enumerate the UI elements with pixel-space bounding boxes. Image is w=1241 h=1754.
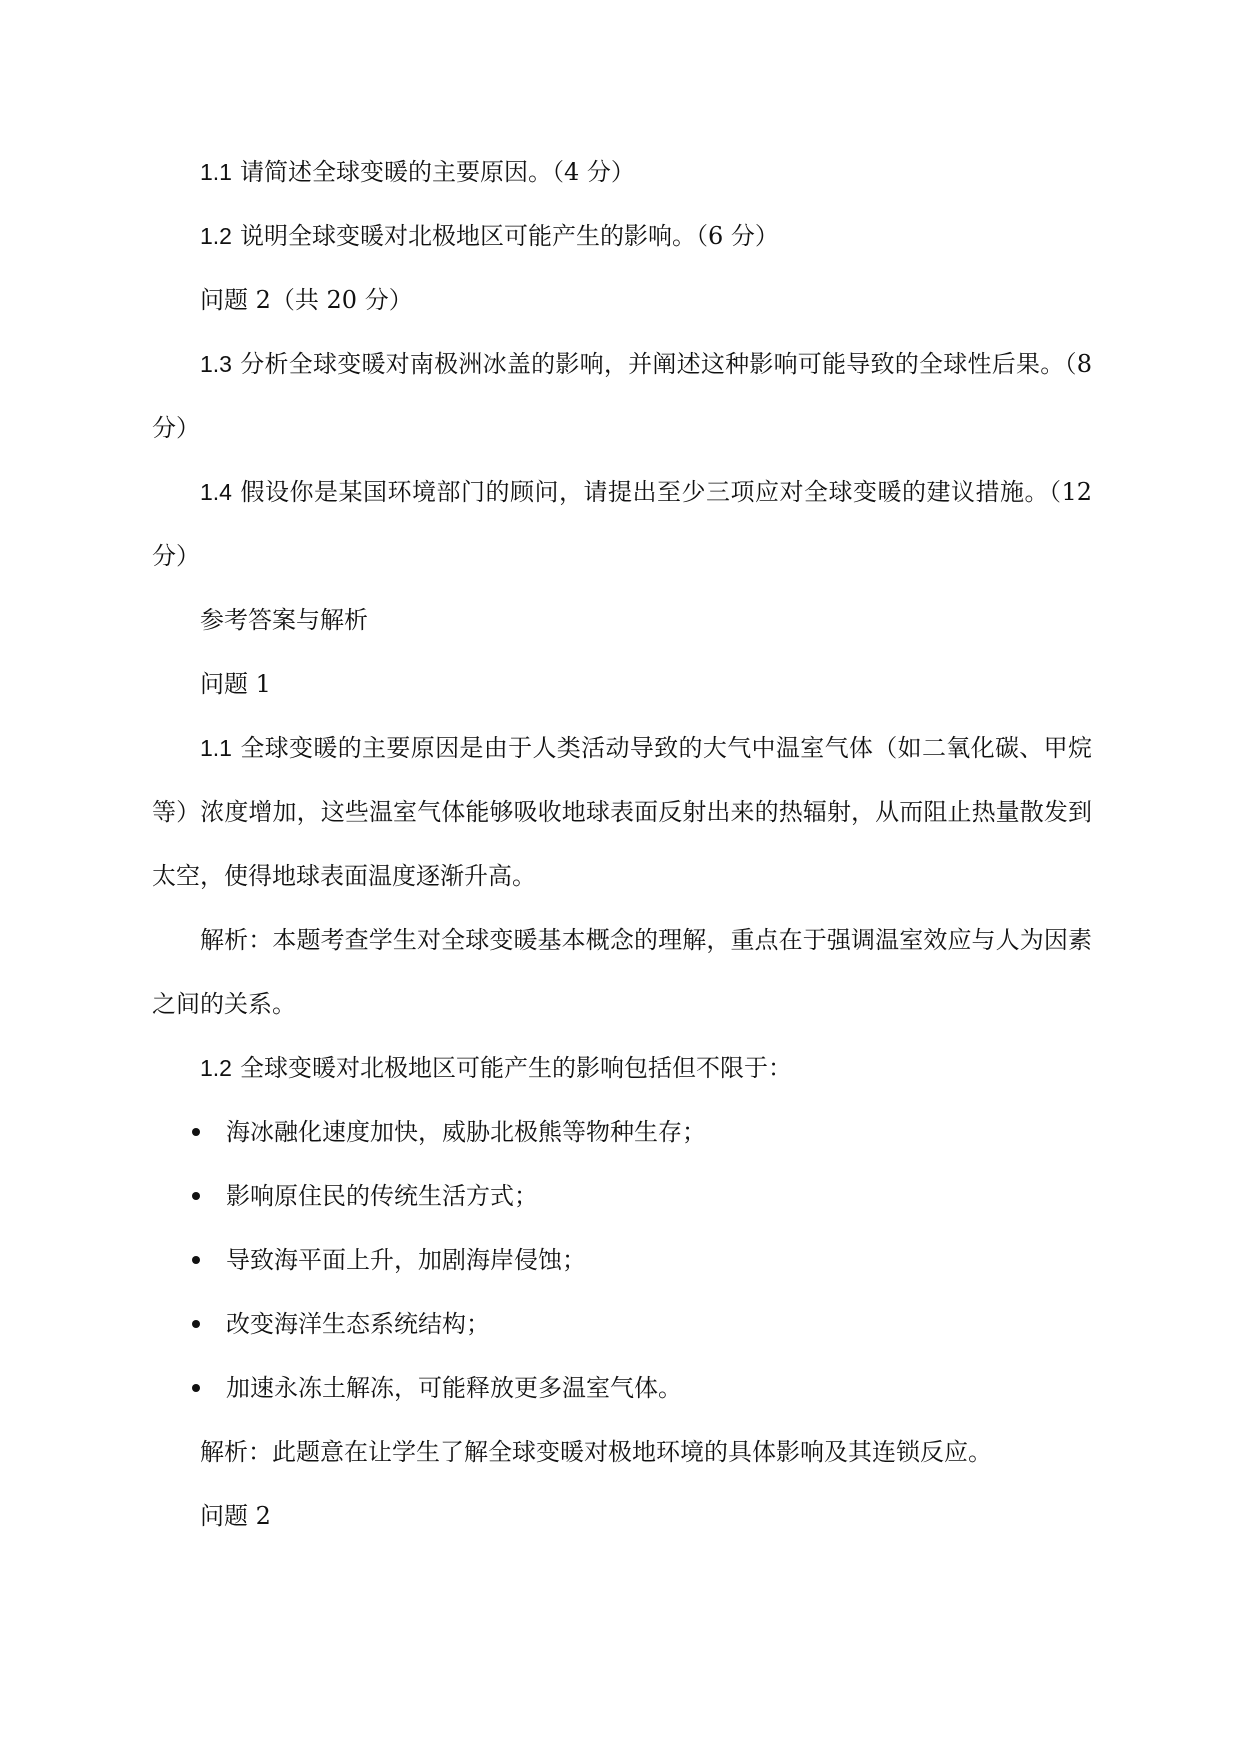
list-item — [152, 1356, 1092, 1420]
answers-heading: 参考答案与解析 — [200, 606, 368, 634]
bullet-icon — [192, 1192, 200, 1200]
list-item — [152, 1100, 1092, 1164]
question-text: 分析全球变暖对南极洲冰盖的影响，并阐述这种影响可能导致的全球性后果。（8 分） — [152, 350, 1100, 442]
list-item — [152, 1228, 1092, 1292]
answer-question-1-heading: 问题 1 — [200, 670, 271, 698]
list-item-text: 海冰融化速度加快，威胁北极熊等物种生存； — [226, 1118, 706, 1146]
list-item-text: 加速永冻土解冻，可能释放更多温室气体。 — [226, 1374, 682, 1402]
document-body — [152, 140, 1100, 1548]
answer-question-2-heading: 问题 2 — [200, 1502, 271, 1530]
bullet-icon — [192, 1256, 200, 1264]
question-text: 请简述全球变暖的主要原因。（4 分） — [239, 158, 635, 186]
list-item-text: 影响原住民的传统生活方式； — [226, 1182, 538, 1210]
question-1-2 — [152, 204, 1092, 268]
list-item — [152, 1292, 1092, 1356]
list-item-text: 改变海洋生态系统结构； — [226, 1310, 490, 1338]
bullet-icon — [192, 1320, 200, 1328]
list-item — [152, 1164, 1092, 1228]
analysis-1-1: 解析：本题考查学生对全球变暖基本概念的理解，重点在于强调温室效应与人为因素之间的关系。 — [152, 926, 1092, 1018]
answer-text: 全球变暖的主要原因是由于人类活动导致的大气中温室气体（如二氧化碳、甲烷等）浓度增加，这些温室气体能够吸收地球表面反射出来的热辐射，从而阻止热量散发到太空，使得地球表面温度逐渐升高。 — [152, 734, 1092, 890]
question-number: 1.1 — [200, 159, 232, 185]
list-item-text: 导致海平面上升，加剧海岸侵蚀； — [226, 1246, 586, 1274]
question-number: 1.2 — [200, 223, 232, 249]
question-text: 假设你是某国环境部门的顾问，请提出至少三项应对全球变暖的建议措施。（12 分） — [152, 478, 1100, 570]
analysis-1-2: 解析：此题意在让学生了解全球变暖对极地环境的具体影响及其连锁反应。 — [200, 1438, 992, 1466]
question-1-4 — [152, 460, 1100, 588]
question-text: 说明全球变暖对北极地区可能产生的影响。（6 分） — [239, 222, 779, 250]
question-2-heading: 问题 2（共 20 分） — [200, 286, 413, 314]
answer-text: 全球变暖对北极地区可能产生的影响包括但不限于： — [239, 1054, 792, 1082]
answer-number: 1.1 — [200, 735, 232, 761]
bullet-icon — [192, 1384, 200, 1392]
question-1-3 — [152, 332, 1100, 460]
answer-number: 1.2 — [200, 1055, 232, 1081]
question-1-1 — [152, 140, 1092, 204]
question-number: 1.4 — [200, 479, 232, 505]
bullet-icon — [192, 1128, 200, 1136]
answer-1-1 — [152, 716, 1092, 908]
impact-bullet-list — [152, 1100, 1092, 1420]
answer-1-2 — [152, 1036, 1092, 1100]
question-number: 1.3 — [200, 351, 232, 377]
